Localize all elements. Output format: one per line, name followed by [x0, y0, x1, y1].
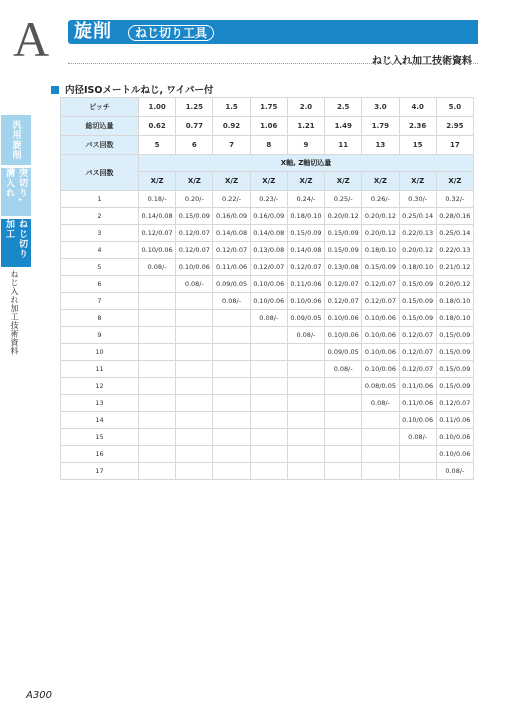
xz-value-cell [176, 463, 213, 480]
xz-value-cell [213, 361, 250, 378]
axis-header-row [61, 155, 474, 172]
xz-value-cell: 0.14/0.08 [213, 225, 250, 242]
xz-value-cell: 0.08/- [325, 361, 362, 378]
xz-value-cell [399, 446, 436, 463]
table-row [61, 361, 474, 378]
xz-value-cell: 0.12/0.07 [213, 242, 250, 259]
xz-value-cell [287, 395, 324, 412]
depth-cell: 0.77 [176, 117, 213, 136]
xz-value-cell: 0.08/- [399, 429, 436, 446]
xz-value-cell [139, 276, 176, 293]
page-number: A300 [26, 690, 52, 701]
xz-value-cell [139, 412, 176, 429]
pass-number-cell: 10 [61, 344, 139, 361]
passes-cell: 6 [176, 136, 213, 155]
pitch-cell: 1.75 [250, 98, 287, 117]
table-row [61, 412, 474, 429]
xz-value-cell: 0.25/0.14 [399, 208, 436, 225]
xz-value-cell [139, 378, 176, 395]
xz-value-cell: 0.15/0.09 [399, 276, 436, 293]
xz-value-cell: 0.25/0.14 [436, 225, 473, 242]
xz-value-cell: 0.18/0.10 [399, 259, 436, 276]
xz-value-cell: 0.10/0.06 [362, 344, 399, 361]
xz-value-cell: 0.15/0.09 [436, 327, 473, 344]
xz-value-cell: 0.10/0.06 [287, 293, 324, 310]
xz-value-cell: 0.13/0.08 [325, 259, 362, 276]
pass-number-header: パス回数 [61, 155, 139, 191]
xz-value-cell [139, 293, 176, 310]
xz-value-cell: 0.22/- [213, 191, 250, 208]
xz-value-cell [176, 446, 213, 463]
xz-value-cell: 0.10/0.06 [362, 310, 399, 327]
axis-header: X軸, Z軸切込量 [139, 155, 474, 172]
passes-cell: 11 [325, 136, 362, 155]
xz-value-cell [176, 310, 213, 327]
xz-value-cell: 0.32/- [436, 191, 473, 208]
xz-value-cell [325, 446, 362, 463]
xz-value-cell: 0.15/0.09 [287, 225, 324, 242]
passes-row [61, 136, 474, 155]
xz-header: X/Z [287, 172, 324, 191]
xz-value-cell [176, 395, 213, 412]
table-row [61, 208, 474, 225]
xz-value-cell: 0.10/0.06 [325, 310, 362, 327]
xz-value-cell [287, 378, 324, 395]
xz-value-cell: 0.09/0.05 [213, 276, 250, 293]
square-bullet-icon [51, 86, 59, 94]
xz-header: X/Z [213, 172, 250, 191]
xz-value-cell [250, 412, 287, 429]
passes-cell: 9 [287, 136, 324, 155]
xz-value-cell [213, 395, 250, 412]
xz-value-cell: 0.08/- [213, 293, 250, 310]
xz-value-cell: 0.18/0.10 [287, 208, 324, 225]
xz-value-cell: 0.10/0.06 [250, 293, 287, 310]
depth-cell: 1.79 [362, 117, 399, 136]
xz-value-cell: 0.08/- [287, 327, 324, 344]
xz-value-cell [213, 310, 250, 327]
xz-value-cell: 0.15/0.09 [362, 259, 399, 276]
table-row [61, 378, 474, 395]
xz-value-cell: 0.08/- [176, 276, 213, 293]
depth-cell: 2.95 [436, 117, 473, 136]
passes-cell: 13 [362, 136, 399, 155]
xz-value-cell [250, 378, 287, 395]
pass-number-cell: 2 [61, 208, 139, 225]
xz-value-cell [250, 395, 287, 412]
pass-number-cell: 4 [61, 242, 139, 259]
xz-value-cell: 0.30/- [399, 191, 436, 208]
table-row [61, 310, 474, 327]
xz-value-cell: 0.25/- [325, 191, 362, 208]
xz-value-cell: 0.15/0.09 [436, 344, 473, 361]
table-row [61, 276, 474, 293]
table-row [61, 429, 474, 446]
pass-number-cell: 7 [61, 293, 139, 310]
xz-value-cell [250, 446, 287, 463]
xz-header: X/Z [362, 172, 399, 191]
xz-value-cell: 0.10/0.06 [325, 327, 362, 344]
table-row [61, 446, 474, 463]
section-title-text: 内径ISOメートルねじ, ワイパー付 [65, 85, 214, 96]
xz-value-cell [139, 310, 176, 327]
xz-value-cell [325, 429, 362, 446]
xz-value-cell: 0.09/0.05 [287, 310, 324, 327]
xz-value-cell [213, 344, 250, 361]
xz-value-cell [362, 412, 399, 429]
xz-value-cell: 0.09/0.05 [325, 344, 362, 361]
side-tab-grooving[interactable] [1, 168, 31, 216]
xz-value-cell: 0.16/0.09 [250, 208, 287, 225]
table-row [61, 293, 474, 310]
xz-value-cell [213, 463, 250, 480]
xz-header: X/Z [436, 172, 473, 191]
xz-value-cell [362, 446, 399, 463]
xz-value-cell [139, 446, 176, 463]
xz-value-cell: 0.24/- [287, 191, 324, 208]
xz-value-cell: 0.20/0.12 [362, 208, 399, 225]
xz-value-cell [213, 412, 250, 429]
xz-value-cell: 0.12/0.07 [399, 344, 436, 361]
xz-value-cell: 0.20/0.12 [325, 208, 362, 225]
xz-value-cell: 0.15/0.09 [176, 208, 213, 225]
xz-value-cell: 0.20/- [176, 191, 213, 208]
xz-value-cell: 0.08/- [250, 310, 287, 327]
table-row [61, 395, 474, 412]
xz-value-cell: 0.12/0.07 [325, 293, 362, 310]
depth-cell: 0.62 [139, 117, 176, 136]
xz-value-cell [287, 361, 324, 378]
xz-value-cell [139, 463, 176, 480]
xz-value-cell: 0.26/- [362, 191, 399, 208]
pass-number-cell: 14 [61, 412, 139, 429]
depth-cell: 2.36 [399, 117, 436, 136]
pitch-cell: 1.5 [213, 98, 250, 117]
xz-value-cell [325, 378, 362, 395]
xz-value-cell [250, 361, 287, 378]
xz-value-cell: 0.10/0.06 [399, 412, 436, 429]
xz-value-cell [325, 395, 362, 412]
depth-cell: 0.92 [213, 117, 250, 136]
xz-header: X/Z [250, 172, 287, 191]
pitch-cell: 5.0 [436, 98, 473, 117]
xz-value-cell [176, 378, 213, 395]
category-badge: ねじ切り工具 [128, 25, 214, 41]
xz-value-cell: 0.18/0.10 [436, 310, 473, 327]
xz-value-cell: 0.15/0.09 [325, 242, 362, 259]
pass-number-cell: 16 [61, 446, 139, 463]
xz-value-cell [287, 429, 324, 446]
xz-value-cell: 0.10/0.06 [139, 242, 176, 259]
passes-cell: 5 [139, 136, 176, 155]
xz-value-cell: 0.10/0.06 [436, 429, 473, 446]
depth-cell: 1.06 [250, 117, 287, 136]
table-row [61, 327, 474, 344]
xz-value-cell: 0.15/0.09 [436, 378, 473, 395]
xz-value-cell [250, 429, 287, 446]
xz-value-cell [139, 429, 176, 446]
side-tab-general-turning[interactable] [1, 115, 31, 165]
pitch-row [61, 98, 474, 117]
xz-header: X/Z [139, 172, 176, 191]
xz-value-cell: 0.15/0.09 [399, 310, 436, 327]
xz-value-cell: 0.10/0.06 [362, 327, 399, 344]
passes-cell: 7 [213, 136, 250, 155]
xz-value-cell: 0.11/0.06 [213, 259, 250, 276]
xz-value-cell [213, 378, 250, 395]
page-title: 旋削 [74, 21, 112, 42]
pass-number-cell: 11 [61, 361, 139, 378]
pass-number-cell: 8 [61, 310, 139, 327]
xz-value-cell: 0.14/0.08 [139, 208, 176, 225]
xz-value-cell [213, 327, 250, 344]
passes-cell: 8 [250, 136, 287, 155]
pitch-cell: 2.0 [287, 98, 324, 117]
pitch-cell: 1.25 [176, 98, 213, 117]
xz-value-cell: 0.08/- [362, 395, 399, 412]
xz-value-cell: 0.20/0.12 [399, 242, 436, 259]
xz-value-cell: 0.12/0.07 [250, 259, 287, 276]
table-row [61, 225, 474, 242]
pitch-cell: 3.0 [362, 98, 399, 117]
xz-value-cell [213, 446, 250, 463]
pass-number-cell: 15 [61, 429, 139, 446]
xz-value-cell [176, 293, 213, 310]
xz-value-cell: 0.18/0.10 [436, 293, 473, 310]
xz-value-cell: 0.20/0.12 [362, 225, 399, 242]
side-tab-label: 汎用旋削 [10, 120, 21, 160]
xz-value-cell: 0.12/0.07 [325, 276, 362, 293]
passes-cell: 17 [436, 136, 473, 155]
xz-value-cell [325, 463, 362, 480]
xz-value-cell: 0.28/0.16 [436, 208, 473, 225]
xz-value-cell: 0.23/- [250, 191, 287, 208]
cutting-depth-table [60, 97, 474, 480]
section-letter: A [13, 11, 50, 67]
xz-value-cell: 0.11/0.06 [399, 378, 436, 395]
xz-value-cell [176, 412, 213, 429]
xz-value-cell: 0.08/- [436, 463, 473, 480]
pitch-cell: 4.0 [399, 98, 436, 117]
xz-value-cell: 0.22/0.13 [399, 225, 436, 242]
depth-cell: 1.49 [325, 117, 362, 136]
section-title [51, 82, 213, 96]
xz-value-cell: 0.16/0.09 [213, 208, 250, 225]
xz-value-cell: 0.10/0.06 [362, 361, 399, 378]
pass-number-cell: 13 [61, 395, 139, 412]
xz-value-cell: 0.10/0.06 [436, 446, 473, 463]
xz-value-cell [176, 327, 213, 344]
xz-value-cell: 0.15/0.09 [399, 293, 436, 310]
side-tab-label: ねじ切り加工 [4, 219, 27, 259]
xz-value-cell [287, 412, 324, 429]
table-row [61, 344, 474, 361]
page-subtitle: ねじ入れ加工技術資料 [372, 56, 472, 67]
xz-value-cell [139, 327, 176, 344]
passes-label: パス回数 [61, 136, 139, 155]
passes-cell: 15 [399, 136, 436, 155]
xz-value-cell [362, 463, 399, 480]
pitch-cell: 1.00 [139, 98, 176, 117]
xz-value-cell [176, 344, 213, 361]
xz-value-cell: 0.14/0.08 [287, 242, 324, 259]
xz-value-cell: 0.11/0.06 [287, 276, 324, 293]
table-row [61, 242, 474, 259]
table-body [61, 191, 474, 480]
side-tab-label: 突切り, 溝入れ [4, 168, 27, 203]
xz-value-cell: 0.11/0.06 [399, 395, 436, 412]
xz-value-cell: 0.20/0.12 [436, 276, 473, 293]
side-tab-threading[interactable] [1, 219, 31, 267]
xz-value-cell [139, 361, 176, 378]
xz-value-cell [250, 344, 287, 361]
pass-number-cell: 17 [61, 463, 139, 480]
xz-value-cell: 0.15/0.09 [325, 225, 362, 242]
xz-value-cell [287, 463, 324, 480]
xz-value-cell: 0.18/- [139, 191, 176, 208]
xz-value-cell: 0.14/0.08 [250, 225, 287, 242]
xz-value-cell [139, 344, 176, 361]
xz-value-cell: 0.08/- [139, 259, 176, 276]
xz-value-cell [250, 463, 287, 480]
pass-number-cell: 3 [61, 225, 139, 242]
xz-value-cell: 0.12/0.07 [176, 225, 213, 242]
depth-label: 総切込量 [61, 117, 139, 136]
pitch-label: ピッチ [61, 98, 139, 117]
xz-value-cell [287, 344, 324, 361]
pitch-cell: 2.5 [325, 98, 362, 117]
xz-value-cell [325, 412, 362, 429]
depth-row [61, 117, 474, 136]
xz-value-cell: 0.12/0.07 [362, 293, 399, 310]
xz-value-cell: 0.11/0.06 [436, 412, 473, 429]
pass-number-cell: 12 [61, 378, 139, 395]
xz-value-cell: 0.13/0.08 [250, 242, 287, 259]
xz-value-cell: 0.08/0.05 [362, 378, 399, 395]
header-divider [68, 63, 478, 64]
pass-number-cell: 6 [61, 276, 139, 293]
xz-value-cell [213, 429, 250, 446]
xz-value-cell: 0.12/0.07 [287, 259, 324, 276]
xz-value-cell: 0.10/0.06 [176, 259, 213, 276]
pass-number-cell: 5 [61, 259, 139, 276]
xz-value-cell: 0.15/0.09 [436, 361, 473, 378]
xz-value-cell: 0.12/0.07 [436, 395, 473, 412]
xz-value-cell [139, 395, 176, 412]
pass-number-cell: 9 [61, 327, 139, 344]
xz-header: X/Z [399, 172, 436, 191]
xz-value-cell [176, 429, 213, 446]
xz-header: X/Z [325, 172, 362, 191]
xz-value-cell: 0.12/0.07 [399, 361, 436, 378]
xz-value-cell [399, 463, 436, 480]
side-note: ねじ入れ加工技術資料 [10, 270, 19, 355]
table-row [61, 191, 474, 208]
pass-number-cell: 1 [61, 191, 139, 208]
depth-cell: 1.21 [287, 117, 324, 136]
xz-value-cell: 0.12/0.07 [176, 242, 213, 259]
xz-value-cell: 0.12/0.07 [139, 225, 176, 242]
xz-value-cell [287, 446, 324, 463]
xz-value-cell: 0.22/0.13 [436, 242, 473, 259]
xz-value-cell: 0.21/0.12 [436, 259, 473, 276]
xz-value-cell: 0.12/0.07 [399, 327, 436, 344]
xz-value-cell: 0.18/0.10 [362, 242, 399, 259]
table-row [61, 463, 474, 480]
xz-value-cell: 0.10/0.06 [250, 276, 287, 293]
xz-value-cell [362, 429, 399, 446]
xz-value-cell [176, 361, 213, 378]
xz-value-cell: 0.12/0.07 [362, 276, 399, 293]
xz-header: X/Z [176, 172, 213, 191]
xz-value-cell [250, 327, 287, 344]
table-row [61, 259, 474, 276]
